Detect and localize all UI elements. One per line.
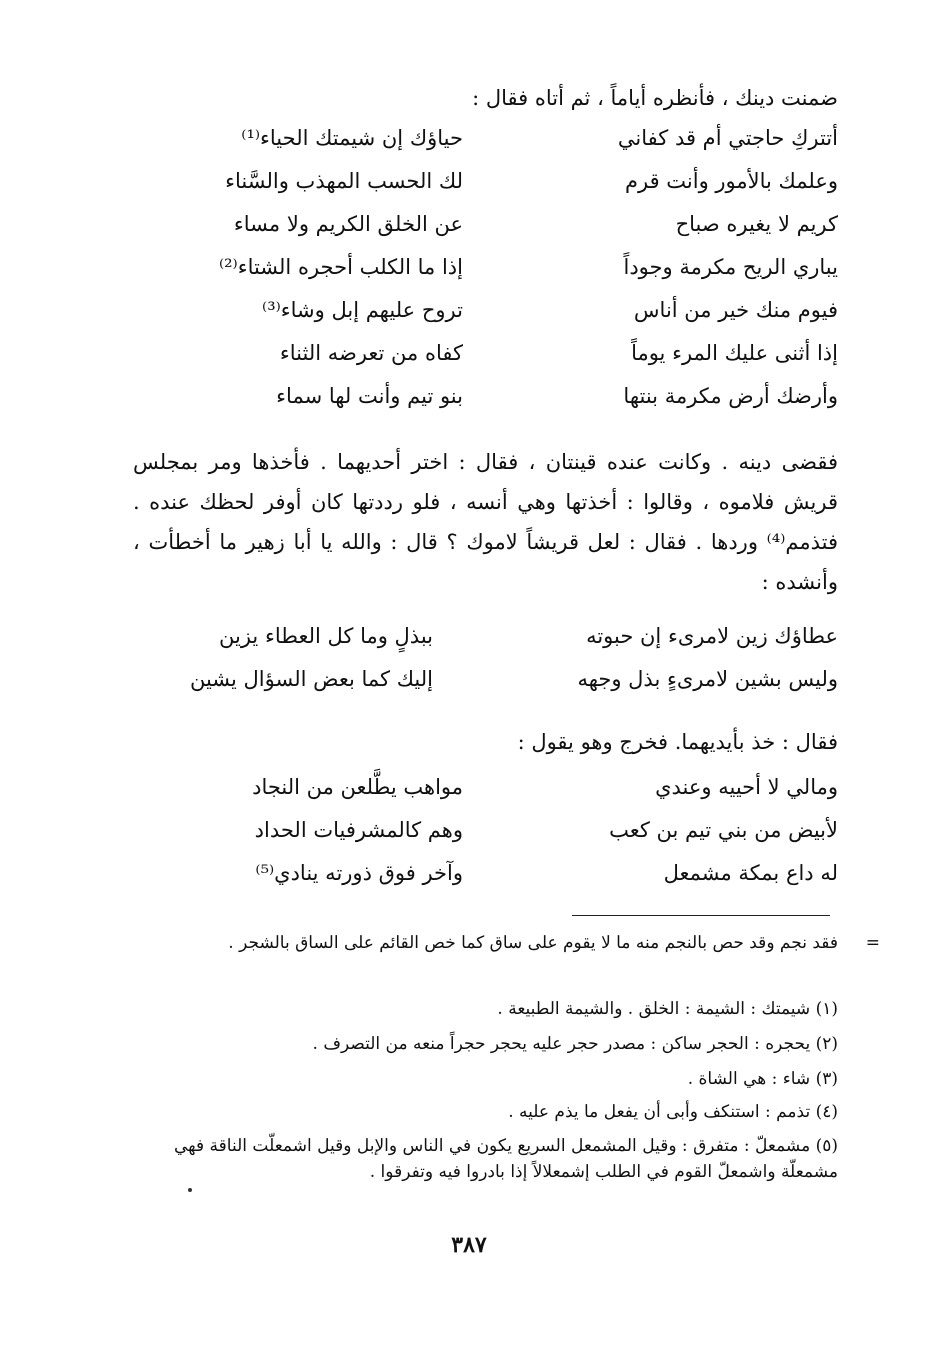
page-number: ٣٨٧	[451, 1232, 487, 1258]
speck	[188, 1188, 192, 1192]
first-hemistich: ومالي لا أحييه وعندي	[655, 775, 838, 799]
second-hemistich: إليك كما بعض السؤال يشين	[189, 667, 433, 691]
poem2-verse-1	[133, 624, 838, 668]
poem1-verse-4	[133, 255, 838, 299]
prose-line: فقال : خذ بأيديهما. فخرج وهو يقول :	[517, 730, 838, 754]
first-hemistich: إذا أثنى عليك المرء يوماً	[631, 341, 838, 365]
continuation-mark: =	[865, 933, 880, 953]
second-hemistich: لك الحسب المهذب والسَّناء	[225, 169, 463, 193]
poem1-verse-1	[133, 126, 838, 170]
second-hemistich: عن الخلق الكريم ولا مساء	[233, 212, 463, 236]
second-hemistich: مواهب يطَّلعن من النجاد	[252, 775, 463, 799]
second-hemistich: حياؤك إن شيمتك الحياء⁽¹⁾	[241, 126, 463, 150]
footnote-1: (١) شيمتك : الشيمة : الخلق . والشيمة الطبيعة .	[497, 999, 838, 1019]
first-hemistich: لأبيض من بني تيم بن كعب	[609, 818, 838, 842]
poem3-verse-1	[133, 775, 838, 819]
first-hemistich: فيوم منك خير من أناس	[633, 298, 838, 322]
second-hemistich: وهم كالمشرفيات الحداد	[254, 818, 463, 842]
poem3-verse-2	[133, 818, 838, 862]
poem1-verse-3	[133, 212, 838, 256]
second-hemistich: ببذلٍ وما كل العطاء يزين	[219, 624, 433, 648]
poem2-verse-2	[133, 667, 838, 711]
first-hemistich: يباري الريح مكرمة وجوداً	[623, 255, 838, 279]
poem1-verse-5	[133, 298, 838, 342]
footnote-2: (٢) يحجره : الحجر ساكن : مصدر حجر عليه يحجر حجراً منعه من التصرف .	[312, 1034, 838, 1054]
poem1-verse-7	[133, 384, 838, 428]
footnote-5: (٥) مشمعلّ : متفرق : وقيل المشمعل السريع يكون في الناس والإبل وقيل اشمعلّت الناقة فهي مشمعلّة واشمعلّ القوم في الطلب إشمعلالاً إذا بادروا فيه وتفرقوا .	[174, 1136, 838, 1182]
second-hemistich: بنو تيم وأنت لها سماء	[276, 384, 463, 408]
second-hemistich: إذا ما الكلب أحجره الشتاء⁽²⁾	[218, 255, 463, 279]
first-hemistich: عطاؤك زين لامرىء إن حبوته	[586, 624, 838, 648]
poem1-verse-6	[133, 341, 838, 385]
footnote-continuation	[133, 930, 880, 956]
first-hemistich: كريم لا يغيره صباح	[675, 212, 838, 236]
poem1-verse-2	[133, 169, 838, 213]
footnote-3: (٣) شاء : هي الشاة .	[687, 1069, 838, 1089]
footnote-4: (٤) تذمم : استنكف وأبى أن يفعل ما يذم عليه .	[508, 1102, 838, 1122]
intro-text: ضمنت دينك ، فأنظره أياماً ، ثم أتاه فقال :	[472, 86, 838, 110]
first-hemistich: وعلمك بالأمور وأنت قرم	[624, 169, 838, 193]
second-hemistich: وآخر فوق ذورته ينادي⁽⁵⁾	[255, 861, 463, 885]
footnote-separator	[572, 915, 830, 916]
first-hemistich: وأرضك أرض مكرمة بنتها	[623, 384, 838, 408]
first-hemistich: أتتركِ حاجتي أم قد كفاني	[617, 126, 838, 150]
first-hemistich: له داع بمكة مشمعل	[663, 861, 838, 885]
second-hemistich: تروح عليهم إبل وشاء⁽³⁾	[262, 298, 463, 322]
first-hemistich: وليس بشين لامرىءٍ بذل وجهه	[577, 667, 838, 691]
second-hemistich: كفاه من تعرضه الثناء	[279, 341, 463, 365]
footnote-continuation-text: فقد نجم وقد حص بالنجم منه ما لا يقوم على ساق كما خص القائم على الساق بالشجر .	[228, 933, 838, 953]
prose-paragraph: فقضى دينه . وكانت عنده قينتان ، فقال : اختر أحديهما . فأخذها ومر بمجلس قريش فلاموه ، وقالوا : أخذتها وهي أنسه ، فلو رددتها كان أوفر لحظك عنده . فتذمم⁽⁴⁾ وردها . فقال : لعل قريشاً لاموك ؟ قال : والله يا أبا زهير ما أخطأت ، وأنشده :	[133, 450, 838, 594]
poem3-verse-3	[133, 861, 838, 905]
